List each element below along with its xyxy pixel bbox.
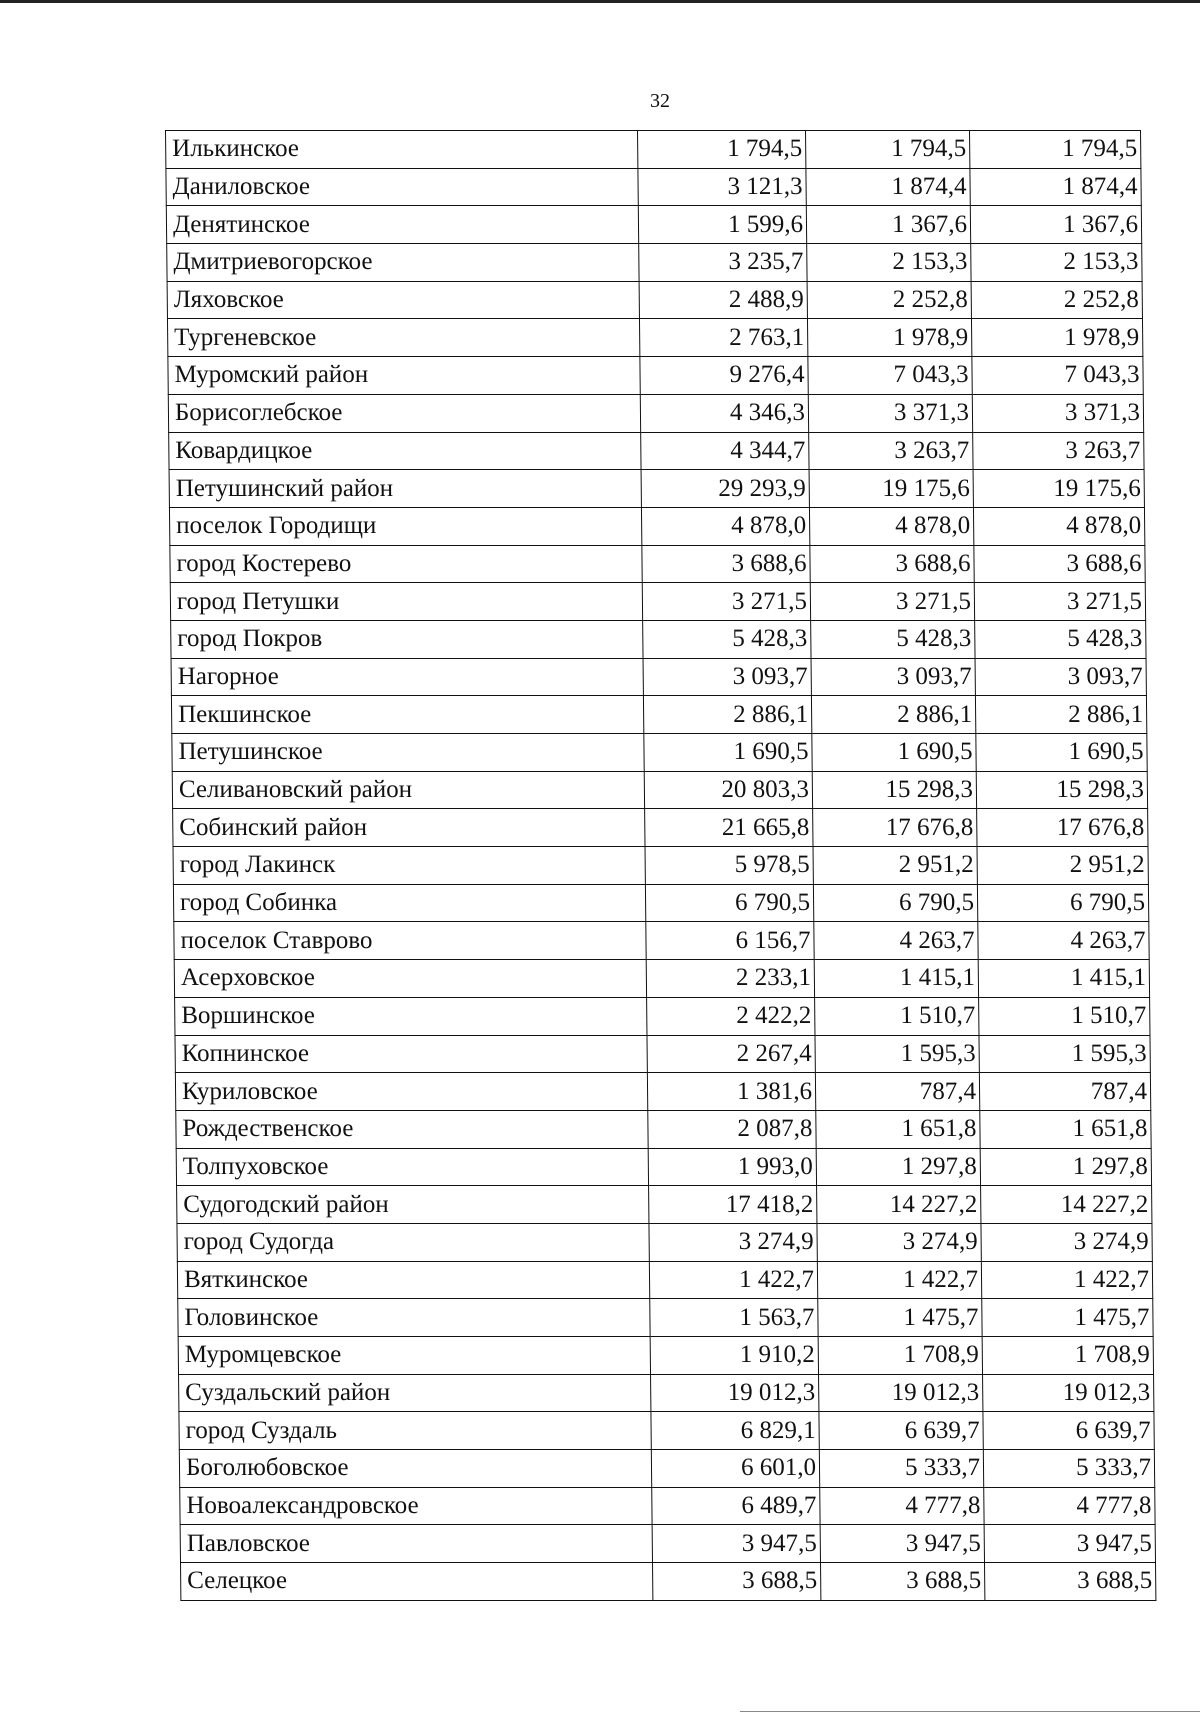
value-2-cell: 15 298,3 bbox=[812, 771, 976, 809]
value-3-cell: 1 690,5 bbox=[976, 734, 1147, 772]
value-3-cell: 2 886,1 bbox=[975, 696, 1146, 734]
value-1-cell: 1 381,6 bbox=[647, 1073, 815, 1111]
table-row bbox=[173, 847, 1148, 885]
table-container bbox=[165, 130, 1155, 1602]
value-2-cell: 1 510,7 bbox=[815, 997, 979, 1035]
row-name-cell: город Собинка bbox=[173, 884, 645, 922]
table-row bbox=[171, 696, 1146, 734]
value-3-cell: 4 777,8 bbox=[984, 1487, 1155, 1525]
row-name-cell: Павловское bbox=[180, 1525, 652, 1563]
table-row bbox=[180, 1525, 1155, 1563]
scan-edge-top bbox=[0, 0, 1200, 3]
table-row bbox=[166, 206, 1141, 244]
row-name-cell: город Петушки bbox=[170, 583, 642, 621]
value-1-cell: 6 790,5 bbox=[645, 884, 813, 922]
value-1-cell: 2 233,1 bbox=[646, 960, 814, 998]
value-1-cell: 6 489,7 bbox=[652, 1487, 820, 1525]
table-row bbox=[175, 997, 1150, 1035]
value-2-cell: 3 947,5 bbox=[820, 1525, 984, 1563]
value-2-cell: 3 271,5 bbox=[810, 583, 974, 621]
value-2-cell: 1 475,7 bbox=[818, 1299, 982, 1337]
value-1-cell: 6 601,0 bbox=[651, 1450, 819, 1488]
row-name-cell: Тургеневское bbox=[167, 319, 639, 357]
table-row bbox=[180, 1487, 1155, 1525]
table-row bbox=[169, 470, 1144, 508]
row-name-cell: Собинский район bbox=[173, 809, 645, 847]
value-2-cell: 19 175,6 bbox=[809, 470, 973, 508]
value-2-cell: 5 428,3 bbox=[811, 620, 975, 658]
value-1-cell: 2 267,4 bbox=[647, 1035, 815, 1073]
value-1-cell: 3 274,9 bbox=[649, 1223, 817, 1261]
value-1-cell: 1 910,2 bbox=[650, 1337, 818, 1375]
value-1-cell: 1 599,6 bbox=[638, 206, 806, 244]
row-name-cell: Муромцевское bbox=[178, 1337, 650, 1375]
value-2-cell: 1 690,5 bbox=[812, 734, 976, 772]
table-row bbox=[178, 1337, 1153, 1375]
value-3-cell: 1 651,8 bbox=[980, 1110, 1151, 1148]
row-name-cell: Пекшинское bbox=[171, 696, 643, 734]
value-3-cell: 3 947,5 bbox=[984, 1525, 1155, 1563]
value-2-cell: 6 790,5 bbox=[813, 884, 977, 922]
value-1-cell: 4 346,3 bbox=[640, 394, 808, 432]
table-row bbox=[168, 394, 1143, 432]
row-name-cell: Селивановский район bbox=[172, 771, 644, 809]
value-2-cell: 3 688,6 bbox=[810, 545, 974, 583]
value-1-cell: 1 794,5 bbox=[638, 131, 806, 169]
table-row bbox=[178, 1299, 1153, 1337]
value-3-cell: 19 175,6 bbox=[973, 470, 1144, 508]
value-1-cell: 1 993,0 bbox=[648, 1148, 816, 1186]
row-name-cell: Рождественское bbox=[176, 1110, 648, 1148]
value-3-cell: 5 333,7 bbox=[983, 1450, 1154, 1488]
value-1-cell: 6 156,7 bbox=[646, 922, 814, 960]
value-2-cell: 2 252,8 bbox=[807, 281, 971, 319]
table-row bbox=[170, 545, 1145, 583]
value-1-cell: 2 422,2 bbox=[647, 997, 815, 1035]
value-1-cell: 3 688,5 bbox=[653, 1563, 821, 1601]
value-3-cell: 3 371,3 bbox=[972, 394, 1143, 432]
row-name-cell: поселок Городищи bbox=[169, 507, 641, 545]
row-name-cell: Ковардицкое bbox=[169, 432, 641, 470]
table-row bbox=[168, 357, 1143, 395]
value-2-cell: 1 415,1 bbox=[814, 960, 978, 998]
value-2-cell: 787,4 bbox=[815, 1073, 979, 1111]
table-row bbox=[179, 1412, 1154, 1450]
table-row bbox=[177, 1223, 1152, 1261]
value-3-cell: 1 874,4 bbox=[970, 168, 1141, 206]
value-3-cell: 19 012,3 bbox=[983, 1374, 1154, 1412]
row-name-cell: Петушинский район bbox=[169, 470, 641, 508]
row-name-cell: город Костерево bbox=[170, 545, 642, 583]
table-row bbox=[166, 168, 1141, 206]
table-row bbox=[172, 734, 1147, 772]
value-3-cell: 1 367,6 bbox=[970, 206, 1141, 244]
value-1-cell: 1 563,7 bbox=[650, 1299, 818, 1337]
value-2-cell: 1 367,6 bbox=[806, 206, 970, 244]
table-row bbox=[175, 1073, 1150, 1111]
table-row bbox=[179, 1450, 1154, 1488]
table-row bbox=[174, 922, 1149, 960]
row-name-cell: поселок Ставрово bbox=[174, 922, 646, 960]
row-name-cell: Муромский район bbox=[168, 357, 640, 395]
row-name-cell: Петушинское bbox=[172, 734, 644, 772]
value-1-cell: 20 803,3 bbox=[644, 771, 812, 809]
value-3-cell: 2 153,3 bbox=[971, 244, 1142, 282]
value-1-cell: 17 418,2 bbox=[649, 1186, 817, 1224]
value-2-cell: 3 093,7 bbox=[811, 658, 975, 696]
row-name-cell: Воршинское bbox=[175, 997, 647, 1035]
table-row bbox=[174, 960, 1149, 998]
value-2-cell: 17 676,8 bbox=[813, 809, 977, 847]
value-3-cell: 1 794,5 bbox=[970, 131, 1141, 169]
table-row bbox=[171, 620, 1146, 658]
value-2-cell: 2 951,2 bbox=[813, 847, 977, 885]
row-name-cell: Головинское bbox=[178, 1299, 650, 1337]
value-3-cell: 17 676,8 bbox=[977, 809, 1148, 847]
value-3-cell: 15 298,3 bbox=[976, 771, 1147, 809]
value-3-cell: 7 043,3 bbox=[972, 357, 1143, 395]
value-3-cell: 2 252,8 bbox=[971, 281, 1142, 319]
value-1-cell: 3 121,3 bbox=[638, 168, 806, 206]
row-name-cell: Копнинское bbox=[175, 1035, 647, 1073]
value-1-cell: 9 276,4 bbox=[640, 357, 808, 395]
value-3-cell: 1 595,3 bbox=[979, 1035, 1150, 1073]
value-3-cell: 1 415,1 bbox=[978, 960, 1149, 998]
value-3-cell: 3 688,6 bbox=[974, 545, 1145, 583]
row-name-cell: Илькинское bbox=[166, 131, 638, 169]
row-name-cell: Борисоглебское bbox=[168, 394, 640, 432]
value-1-cell: 3 093,7 bbox=[643, 658, 811, 696]
table-row bbox=[176, 1110, 1151, 1148]
table-row bbox=[166, 131, 1141, 169]
value-1-cell: 5 428,3 bbox=[643, 620, 811, 658]
value-1-cell: 2 886,1 bbox=[643, 696, 811, 734]
value-2-cell: 3 274,9 bbox=[817, 1223, 981, 1261]
table-row bbox=[179, 1374, 1154, 1412]
row-name-cell: Селецкое bbox=[181, 1563, 653, 1601]
value-3-cell: 6 639,7 bbox=[983, 1412, 1154, 1450]
row-name-cell: Денятинское bbox=[166, 206, 638, 244]
value-2-cell: 4 878,0 bbox=[809, 507, 973, 545]
row-name-cell: город Суздаль bbox=[179, 1412, 651, 1450]
page-number: 32 bbox=[650, 90, 670, 112]
table-row bbox=[169, 507, 1144, 545]
row-name-cell: Нагорное bbox=[171, 658, 643, 696]
value-1-cell: 3 688,6 bbox=[642, 545, 810, 583]
table-row bbox=[173, 809, 1148, 847]
value-3-cell: 14 227,2 bbox=[981, 1186, 1152, 1224]
value-1-cell: 4 878,0 bbox=[641, 507, 809, 545]
table-row bbox=[172, 771, 1147, 809]
value-2-cell: 1 595,3 bbox=[815, 1035, 979, 1073]
value-3-cell: 4 263,7 bbox=[978, 922, 1149, 960]
value-2-cell: 1 874,4 bbox=[806, 168, 970, 206]
value-2-cell: 3 371,3 bbox=[808, 394, 972, 432]
value-2-cell: 7 043,3 bbox=[808, 357, 972, 395]
table-row bbox=[171, 658, 1146, 696]
table-row bbox=[175, 1035, 1150, 1073]
value-1-cell: 2 087,8 bbox=[648, 1110, 816, 1148]
value-2-cell: 1 297,8 bbox=[816, 1148, 980, 1186]
value-3-cell: 3 263,7 bbox=[973, 432, 1144, 470]
value-3-cell: 5 428,3 bbox=[975, 620, 1146, 658]
value-2-cell: 1 422,7 bbox=[817, 1261, 981, 1299]
value-3-cell: 1 510,7 bbox=[979, 997, 1150, 1035]
row-name-cell: Ляховское bbox=[167, 281, 639, 319]
scan-edge-bottom bbox=[740, 1711, 1200, 1712]
value-3-cell: 1 422,7 bbox=[981, 1261, 1152, 1299]
row-name-cell: Даниловское bbox=[166, 168, 638, 206]
row-name-cell: Судогодский район bbox=[177, 1186, 649, 1224]
row-name-cell: Суздальский район bbox=[179, 1374, 651, 1412]
value-1-cell: 29 293,9 bbox=[641, 470, 809, 508]
value-2-cell: 6 639,7 bbox=[819, 1412, 983, 1450]
value-1-cell: 4 344,7 bbox=[641, 432, 809, 470]
row-name-cell: Куриловское bbox=[175, 1073, 647, 1111]
value-2-cell: 2 153,3 bbox=[807, 244, 971, 282]
value-3-cell: 3 093,7 bbox=[975, 658, 1146, 696]
table-row bbox=[177, 1186, 1152, 1224]
row-name-cell: Дмитриевогорское bbox=[167, 244, 639, 282]
value-1-cell: 1 690,5 bbox=[644, 734, 812, 772]
value-1-cell: 5 978,5 bbox=[645, 847, 813, 885]
value-3-cell: 3 271,5 bbox=[974, 583, 1145, 621]
value-2-cell: 1 794,5 bbox=[806, 131, 970, 169]
table-body bbox=[166, 131, 1156, 1601]
value-2-cell: 2 886,1 bbox=[811, 696, 975, 734]
row-name-cell: Асерховское bbox=[174, 960, 646, 998]
value-1-cell: 3 235,7 bbox=[639, 244, 807, 282]
table-row bbox=[167, 281, 1142, 319]
budget-table bbox=[165, 130, 1156, 1601]
value-1-cell: 3 947,5 bbox=[652, 1525, 820, 1563]
value-3-cell: 787,4 bbox=[979, 1073, 1150, 1111]
table-row bbox=[177, 1261, 1152, 1299]
table-row bbox=[181, 1563, 1156, 1601]
row-name-cell: Толпуховское bbox=[176, 1148, 648, 1186]
value-3-cell: 4 878,0 bbox=[973, 507, 1144, 545]
value-2-cell: 5 333,7 bbox=[819, 1450, 983, 1488]
value-3-cell: 3 274,9 bbox=[981, 1223, 1152, 1261]
row-name-cell: Вяткинское bbox=[177, 1261, 649, 1299]
value-3-cell: 1 297,8 bbox=[980, 1148, 1151, 1186]
table-row bbox=[170, 583, 1145, 621]
value-1-cell: 6 829,1 bbox=[651, 1412, 819, 1450]
value-3-cell: 1 475,7 bbox=[982, 1299, 1153, 1337]
value-2-cell: 3 688,5 bbox=[821, 1563, 985, 1601]
value-2-cell: 19 012,3 bbox=[819, 1374, 983, 1412]
table-row bbox=[167, 319, 1142, 357]
row-name-cell: Новоалександровское bbox=[180, 1487, 652, 1525]
table-row bbox=[167, 244, 1142, 282]
row-name-cell: Боголюбовское bbox=[179, 1450, 651, 1488]
value-1-cell: 2 488,9 bbox=[639, 281, 807, 319]
value-1-cell: 2 763,1 bbox=[639, 319, 807, 357]
value-2-cell: 4 777,8 bbox=[820, 1487, 984, 1525]
value-3-cell: 1 978,9 bbox=[971, 319, 1142, 357]
table-row bbox=[176, 1148, 1151, 1186]
value-1-cell: 3 271,5 bbox=[642, 583, 810, 621]
row-name-cell: город Лакинск bbox=[173, 847, 645, 885]
value-2-cell: 1 978,9 bbox=[807, 319, 971, 357]
row-name-cell: город Судогда bbox=[177, 1223, 649, 1261]
value-2-cell: 14 227,2 bbox=[817, 1186, 981, 1224]
row-name-cell: город Покров bbox=[171, 620, 643, 658]
value-3-cell: 3 688,5 bbox=[985, 1563, 1156, 1601]
value-3-cell: 1 708,9 bbox=[982, 1337, 1153, 1375]
table-row bbox=[173, 884, 1148, 922]
value-2-cell: 1 651,8 bbox=[816, 1110, 980, 1148]
value-3-cell: 2 951,2 bbox=[977, 847, 1148, 885]
table-row bbox=[169, 432, 1144, 470]
value-1-cell: 19 012,3 bbox=[651, 1374, 819, 1412]
value-3-cell: 6 790,5 bbox=[977, 884, 1148, 922]
value-2-cell: 4 263,7 bbox=[814, 922, 978, 960]
value-2-cell: 3 263,7 bbox=[809, 432, 973, 470]
value-2-cell: 1 708,9 bbox=[818, 1337, 982, 1375]
value-1-cell: 1 422,7 bbox=[649, 1261, 817, 1299]
value-1-cell: 21 665,8 bbox=[645, 809, 813, 847]
